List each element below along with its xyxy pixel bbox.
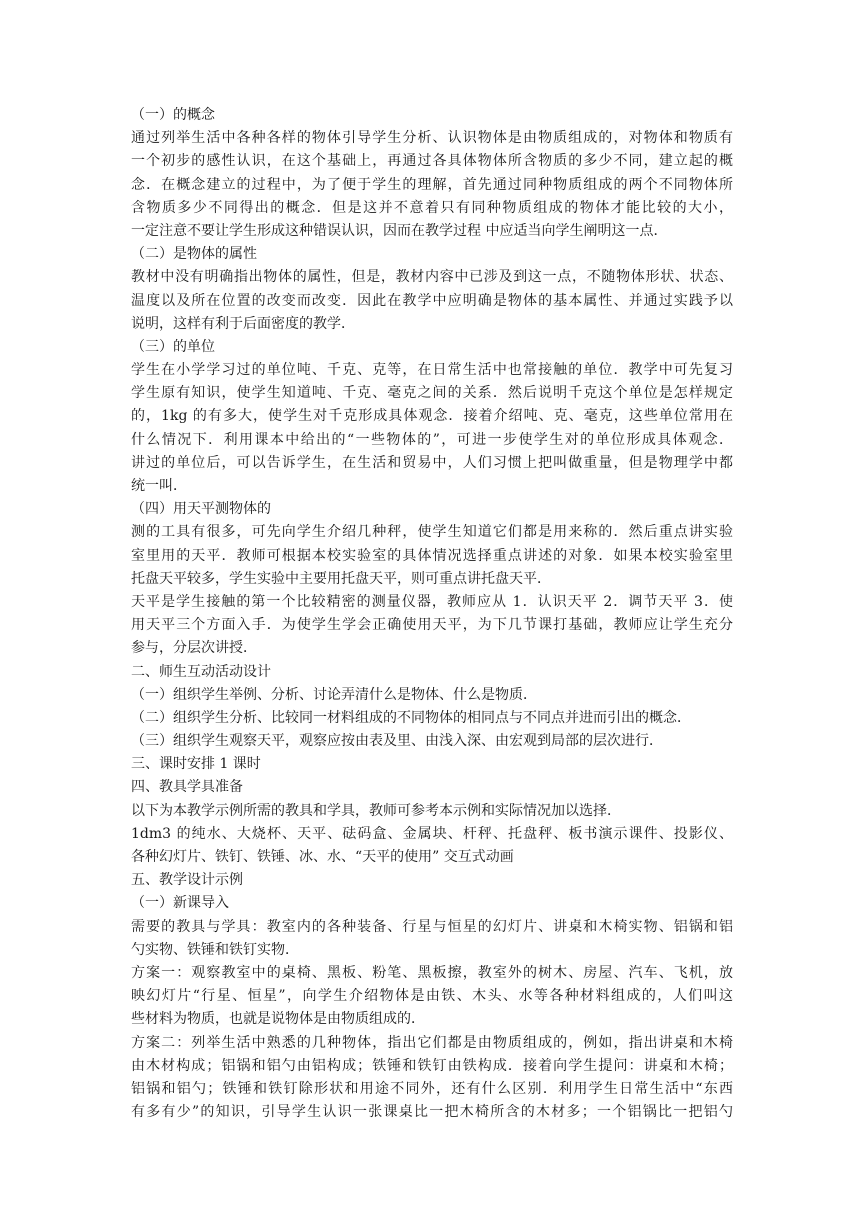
text-line: 学生原有知识，使学生知道吨、千克、毫克之间的关系．然后说明千克这个单位是怎样规定: [131, 385, 733, 402]
text-line: 含物质多少不同得出的概念．但是这并不意着只有同种物质组成的物体才能比较的大小，: [131, 199, 733, 216]
text-line: 天平是学生接触的第一个比较精密的测量仪器，教师应从 1．认识天平 2．调节天平 3．使: [131, 593, 733, 610]
text-line: 二、师生互动活动设计: [131, 663, 271, 680]
text-line: 统一叫．: [131, 478, 187, 494]
text-line: （四）用天平测物体的: [131, 501, 271, 518]
text-line: （一）组织学生举例、分析、讨论弄清什么是物体、什么是物质．: [131, 686, 537, 703]
text-line: （一）的概念: [131, 107, 215, 123]
text-line: 1dm3 的纯水、大烧杯、天平、砝码盒、金属块、杆秤、托盘秤、板书演示课件、投影仪、: [131, 825, 733, 842]
text-line: 由木材构成；铝锅和铝勺由铝构成；铁锤和铁钉由铁构成．接着向学生提问：讲桌和木椅；: [131, 1057, 733, 1074]
text-line: 铝锅和铝勺；铁锤和铁钉除形状和用途不同外，还有什么区别．利用学生日常生活中“东西: [131, 1080, 733, 1097]
text-line: 念．在概念建立的过程中，为了便于学生的理解，首先通过同种物质组成的两个不同物体所: [131, 176, 733, 193]
text-line: 托盘天平较多，学生实验中主要用托盘天平，则可重点讲托盘天平．: [131, 570, 551, 587]
text-line: 方案一：观察教室中的桌椅、黑板、粉笔、黑板擦，教室外的树木、房屋、汽车、飞机，放: [131, 964, 733, 981]
text-line: 参与，分层次讲授．: [131, 640, 257, 657]
text-line: 的，1kg 的有多大，使学生对千克形成具体观念．接着介绍吨、克、毫克，这些单位常用在: [131, 408, 733, 425]
text-line: 五、教学设计示例: [131, 872, 243, 889]
text-line: 以下为本教学示例所需的教具和学具，教师可参考本示例和实际情况加以选择．: [131, 802, 621, 819]
document-page: [131, 104, 733, 1124]
text-line: 映幻灯片“行星、恒星”，向学生介绍物体是由铁、木头、水等各种材料组成的，人们叫这: [131, 988, 733, 1005]
text-line: 通过列举生活中各种各样的物体引导学生分析、认识物体是由物质组成的，对物体和物质有: [131, 130, 733, 147]
text-line: 什么情况下．利用课本中给出的“一些物体的”，可进一步使学生对的单位形成具体观念．: [131, 431, 733, 448]
text-line: 些材料为物质，也就是说物体是由物质组成的．: [131, 1011, 425, 1028]
text-line: （一）新课导入: [131, 895, 229, 912]
text-line: 需要的教具与学具：教室内的各种装备、行星与恒星的幻灯片、讲桌和木椅实物、铝锅和铝: [131, 918, 733, 935]
text-line: 一个初步的感性认识，在这个基础上，再通过各具体物体所含物质的多少不同，建立起的概: [131, 153, 733, 170]
text-line: 说明，这样有利于后面密度的教学．: [131, 315, 355, 332]
text-line: 讲过的单位后，可以告诉学生，在生活和贸易中，人们习惯上把叫做重量，但是物理学中都: [131, 454, 733, 471]
text-line: 四、教具学具准备: [131, 779, 243, 796]
text-line: （三）的单位: [131, 338, 215, 355]
text-line: （二）是物体的属性: [131, 246, 257, 263]
text-line: 学生在小学学习过的单位吨、千克、克等，在日常生活中也常接触的单位．教学中可先复习: [131, 362, 733, 379]
text-line: 一定注意不要让学生形成这种错误认识，因而在教学过程 中应适当向学生阐明这一点．: [131, 222, 668, 239]
text-line: 各种幻灯片、铁钉、铁锤、冰、水、“天平的使用” 交互式动画: [131, 849, 514, 865]
text-line: （二）组织学生分析、比较同一材料组成的不同物体的相同点与不同点并进而引出的概念．: [131, 709, 691, 726]
text-line: （三）组织学生观察天平，观察应按由表及里、由浅入深、由宏观到局部的层次进行．: [131, 733, 663, 750]
text-line: 温度以及所在位置的改变而改变．因此在教学中应明确是物体的基本属性、并通过实践予以: [131, 292, 733, 309]
text-line: 教材中没有明确指出物体的属性，但是，教材内容中已涉及到这一点，不随物体形状、状态、: [131, 269, 733, 286]
text-line: 室里用的天平．教师可根据本校实验室的具体情况选择重点讲述的对象．如果本校实验室里: [131, 547, 733, 564]
text-line: 用天平三个方面入手．为使学生学会正确使用天平，为下几节课打基础，教师应让学生充分: [131, 617, 733, 634]
text-line: 有多有少”的知识，引导学生认识一张课桌比一把木椅所含的木材多；一个铝锅比一把铝勺: [131, 1104, 733, 1121]
text-line: 测的工具有很多，可先向学生介绍几种秤，使学生知道它们都是用来称的．然后重点讲实验: [131, 524, 733, 541]
text-line: 方案二：列举生活中熟悉的几种物体，指出它们都是由物质组成的，例如，指出讲桌和木椅: [131, 1034, 733, 1051]
text-line: 勺实物、铁锤和铁钉实物．: [131, 941, 299, 958]
text-line: 三、课时安排 1 课时: [131, 756, 261, 773]
